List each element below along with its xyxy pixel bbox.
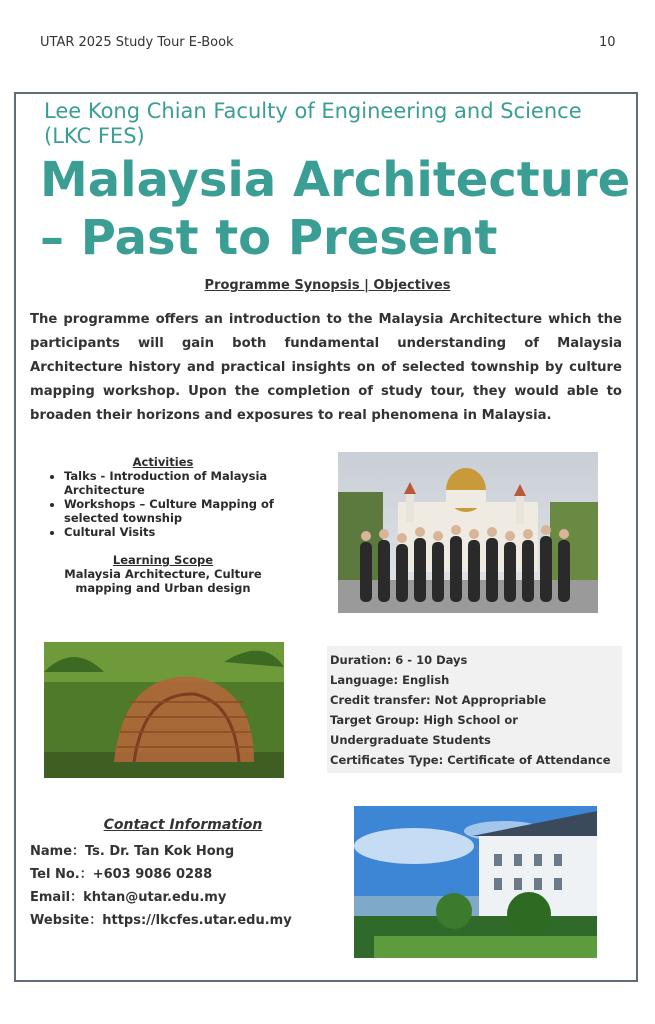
- page-title: [40, 151, 650, 267]
- group-photo-mosque: [338, 452, 598, 613]
- programme-details: [330, 650, 620, 770]
- activity-item: • Cultural Visits: [64, 525, 304, 539]
- faculty-name-line2: (LKC FES): [44, 124, 145, 148]
- contact-website[interactable]: Website：https://lkcfes.utar.edu.my: [30, 913, 292, 928]
- certificate-type: Certificates Type: Certificate of Attendance: [330, 753, 611, 767]
- credit-transfer: Credit transfer: Not Appropriable: [330, 693, 547, 707]
- target-group: Target Group: High School or Undergraduate Students: [330, 713, 518, 747]
- bamboo-pavilion-photo: [44, 642, 284, 778]
- language: Language: English: [330, 673, 450, 687]
- book-title: UTAR 2025 Study Tour E-Book: [40, 35, 234, 50]
- title-line2: – Past to Present: [40, 210, 498, 266]
- faculty-name: [44, 99, 644, 149]
- duration: Duration: 6 - 10 Days: [330, 653, 468, 667]
- learning-scope-body: Malaysia Architecture, Culture mapping and Urban design: [64, 567, 262, 595]
- contact-name: Name：Ts. Dr. Tan Kok Hong: [30, 844, 235, 859]
- activities-heading: Activities: [132, 455, 194, 469]
- campus-lake-photo: [354, 806, 597, 958]
- learning-scope-heading: Learning Scope: [112, 553, 214, 567]
- synopsis-heading: Programme Synopsis | Objectives: [204, 278, 451, 293]
- activity-item: • Talks - Introduction of Malaysia Architecture: [64, 469, 304, 497]
- contact-email[interactable]: Email：khtan@utar.edu.my: [30, 890, 227, 905]
- activity-item: • Workshops – Culture Mapping of selected township: [64, 497, 304, 525]
- page-number: 10: [599, 35, 616, 50]
- synopsis-body: The programme offers an introduction to the Malaysia Architecture which the participants will gain both fundamental understanding of Malaysia Architecture history and practical insights on of selected township by culture mapping workshop. Upon the completion of study tour, they would able to broaden their horizons and exposures to real phenomena in Malaysia.: [30, 312, 622, 423]
- faculty-name-line1: Lee Kong Chian Faculty of Engineering and Science: [44, 99, 582, 123]
- contact-tel: Tel No.：+603 9086 0288: [30, 867, 213, 882]
- title-line1: Malaysia Architecture: [40, 152, 631, 208]
- activities-list: [48, 469, 304, 539]
- contact-heading: Contact Information: [103, 817, 263, 833]
